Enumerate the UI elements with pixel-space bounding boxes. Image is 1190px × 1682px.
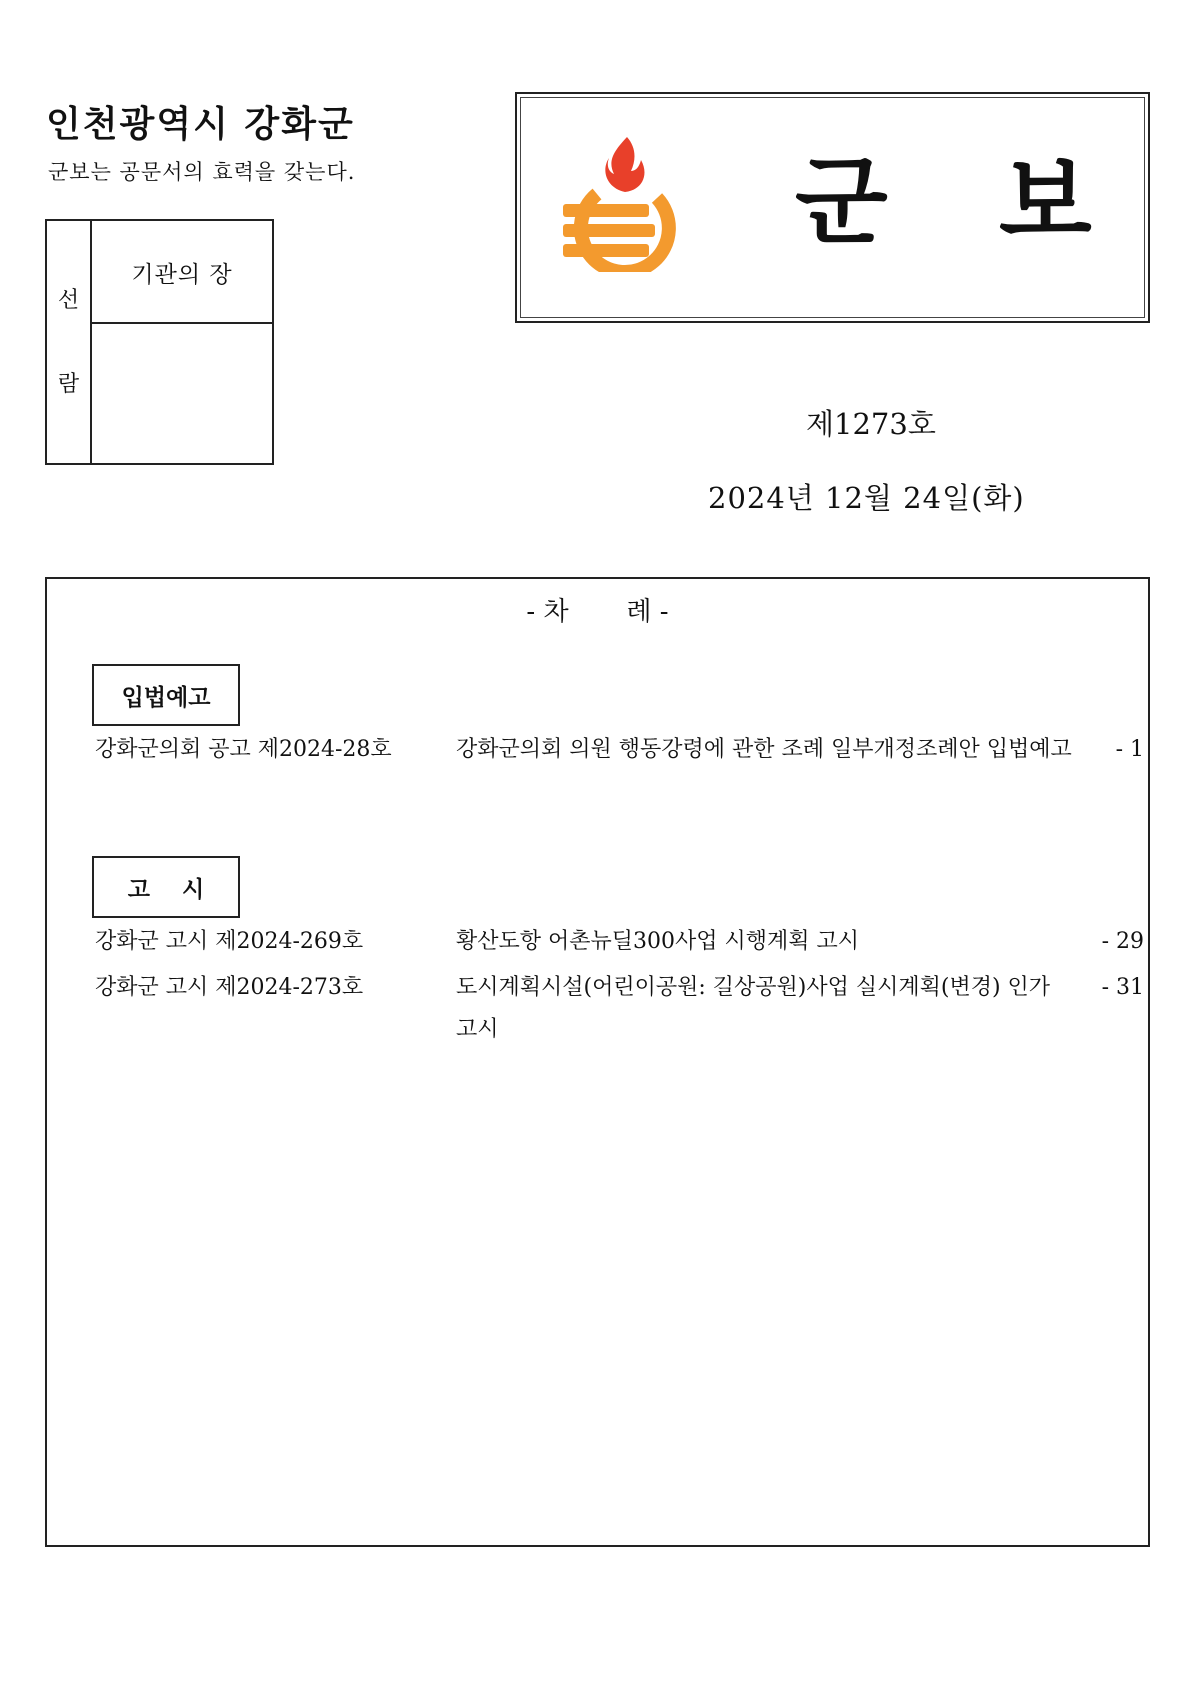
gangwha-county-emblem-icon xyxy=(561,134,689,272)
masthead-title-bo: 보 xyxy=(999,146,1092,258)
toc-entry-page: - 31 xyxy=(1101,975,1144,1000)
toc-entry-reference: 강화군 고시 제2024-269호 xyxy=(95,929,364,954)
toc-heading: - 차 례 - xyxy=(526,597,669,627)
section-label-legislative-notice: 입법예고 xyxy=(92,664,240,726)
toc-entry-page: - 29 xyxy=(1101,929,1144,954)
section-label-public-notice: 고 시 xyxy=(92,856,240,918)
circulation-label-top: 선 xyxy=(57,288,80,313)
gazette-masthead xyxy=(515,92,1150,323)
issue-number: 제1273호 xyxy=(806,407,936,441)
toc-entry-title: 황산도항 어촌뉴딜300사업 시행계획 고시 xyxy=(456,929,860,954)
agency-head-label: 기관의 장 xyxy=(131,262,233,288)
masthead-title-gun: 군 xyxy=(795,146,888,258)
circulation-label-bottom: 람 xyxy=(57,372,80,397)
organization-title: 인천광역시 강화군 xyxy=(46,104,355,145)
signature-cell xyxy=(92,324,272,463)
agency-head-cell xyxy=(92,221,272,324)
circulation-side-column xyxy=(47,221,92,463)
toc-entry-reference: 강화군 고시 제2024-273호 xyxy=(95,975,364,1000)
toc-entry-page: - 1 xyxy=(1115,737,1144,762)
toc-entry-reference: 강화군의회 공고 제2024-28호 xyxy=(95,737,392,762)
circulation-box xyxy=(45,219,274,465)
table-of-contents xyxy=(45,577,1150,1547)
issue-date: 2024년 12월 24일(화) xyxy=(708,481,1025,515)
toc-entry-title: 강화군의회 의원 행동강령에 관한 조례 일부개정조례안 입법예고 xyxy=(456,737,1072,762)
toc-entry-title: 도시계획시설(어린이공원: 길상공원)사업 실시계획(변경) 인가 고시 xyxy=(456,975,1051,1042)
legal-effect-notice: 군보는 공문서의 효력을 갖는다. xyxy=(48,160,356,184)
